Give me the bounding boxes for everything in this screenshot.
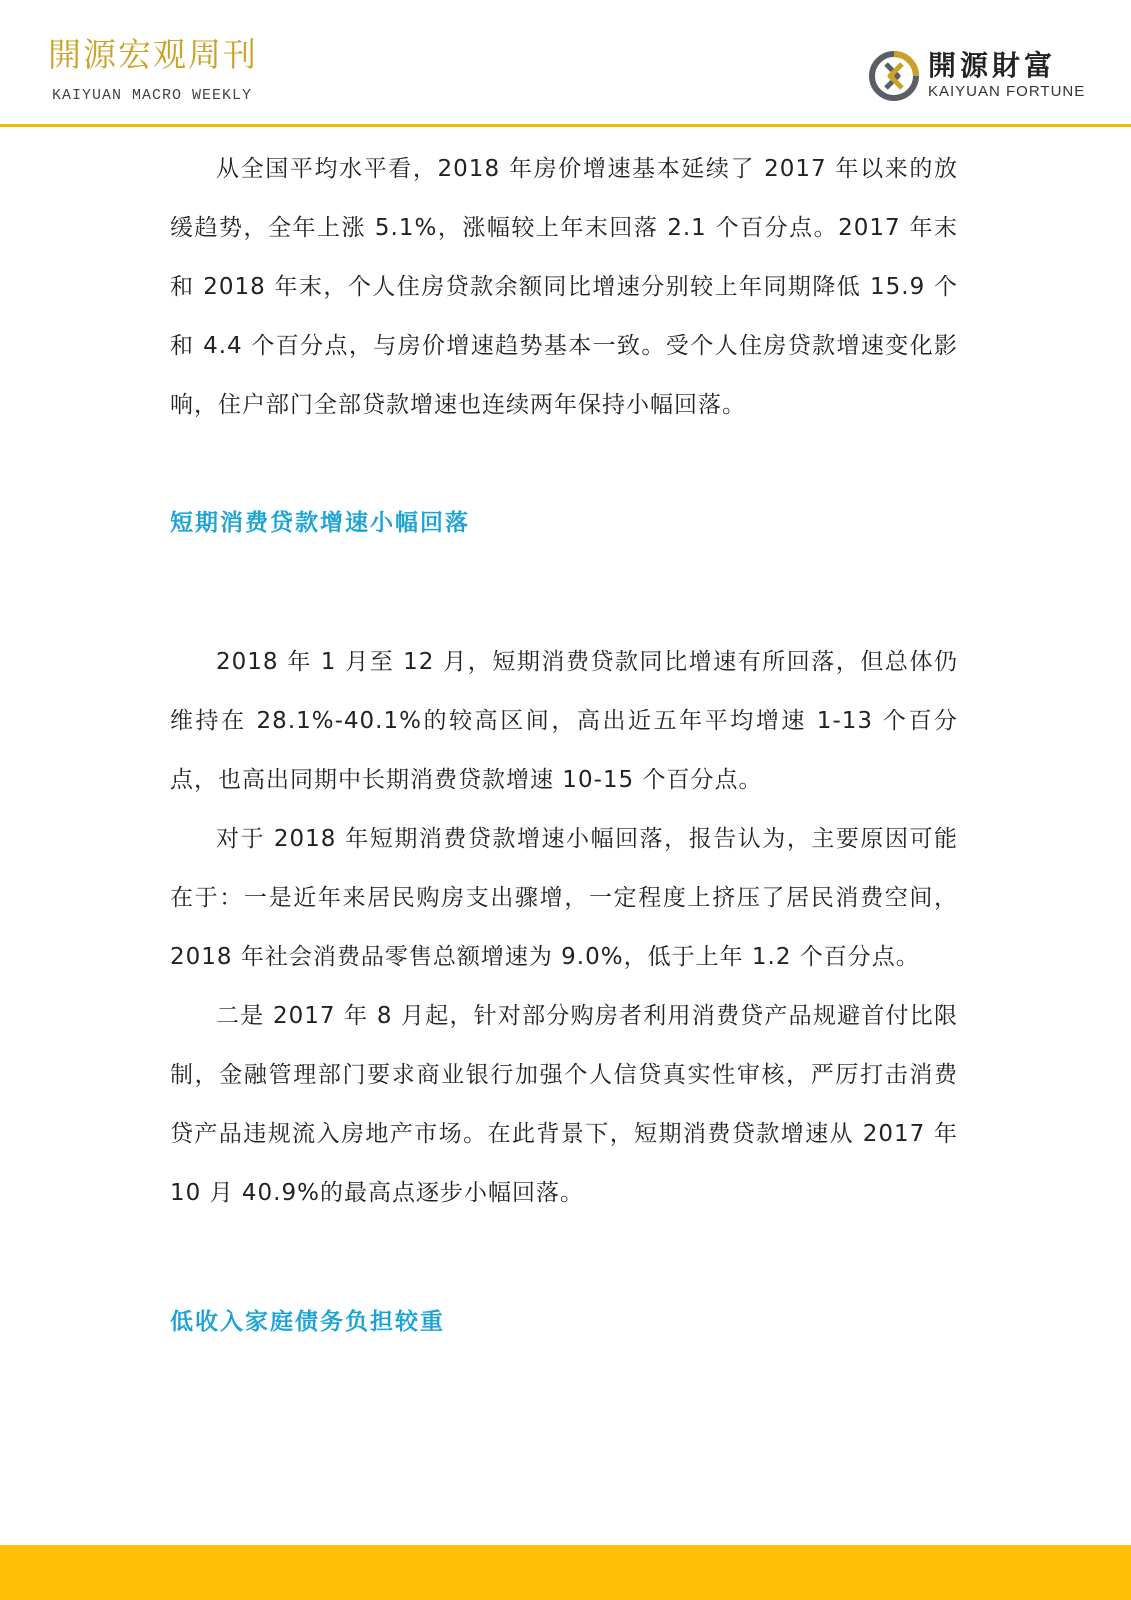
publication-title: 開源宏观周刊 [48,35,258,74]
article-body [170,140,958,1334]
section-heading-short-term-loans: 短期消费贷款增速小幅回落 [170,510,470,536]
kaiyuan-logo-icon [868,50,920,102]
footer-bar [0,1545,1131,1600]
publication-subtitle: KAIYUAN MACRO WEEKLY [52,87,253,104]
page-header [0,0,1131,126]
brand-logo [868,50,1098,106]
paragraph-loan-growth: 2018 年 1 月至 12 月，短期消费贷款同比增速有所回落，但总体仍维持在 28.1%-40.1%的较高区间，高出近五年平均增速 1-13 个百分点，也高出同期中长期消费贷款增速 10-15 个百分点。 [170,649,958,793]
paragraph-reason-one: 对于 2018 年短期消费贷款增速小幅回落，报告认为，主要原因可能在于：一是近年来居民购房支出骤增，一定程度上挤压了居民消费空间，2018 年社会消费品零售总额增速为 9.0%，低于上年 1.2 个百分点。 [170,826,958,970]
brand-name-en: KAIYUAN FORTUNE [928,83,1086,100]
header-divider [0,124,1131,127]
brand-name-cn: 開源財富 [928,49,1057,82]
section-heading-low-income-debt: 低收入家庭债务负担较重 [170,1309,445,1335]
paragraph-housing-prices: 从全国平均水平看，2018 年房价增速基本延续了 2017 年以来的放缓趋势，全年上涨 5.1%，涨幅较上年末回落 2.1 个百分点。2017 年末和 2018 年末，个人住房贷款余额同比增速分别较上年同期降低 15.9 个和 4.4 个百分点，与房价增速趋势基本一致。受个人住房贷款增速变化影响，住户部门全部贷款增速也连续两年保持小幅回落。 [170,156,958,418]
paragraph-reason-two: 二是 2017 年 8 月起，针对部分购房者利用消费贷产品规避首付比限制，金融管理部门要求商业银行加强个人信贷真实性审核，严厉打击消费贷产品违规流入房地产市场。在此背景下，短期消费贷款增速从 2017 年 10 月 40.9%的最高点逐步小幅回落。 [170,1003,958,1206]
